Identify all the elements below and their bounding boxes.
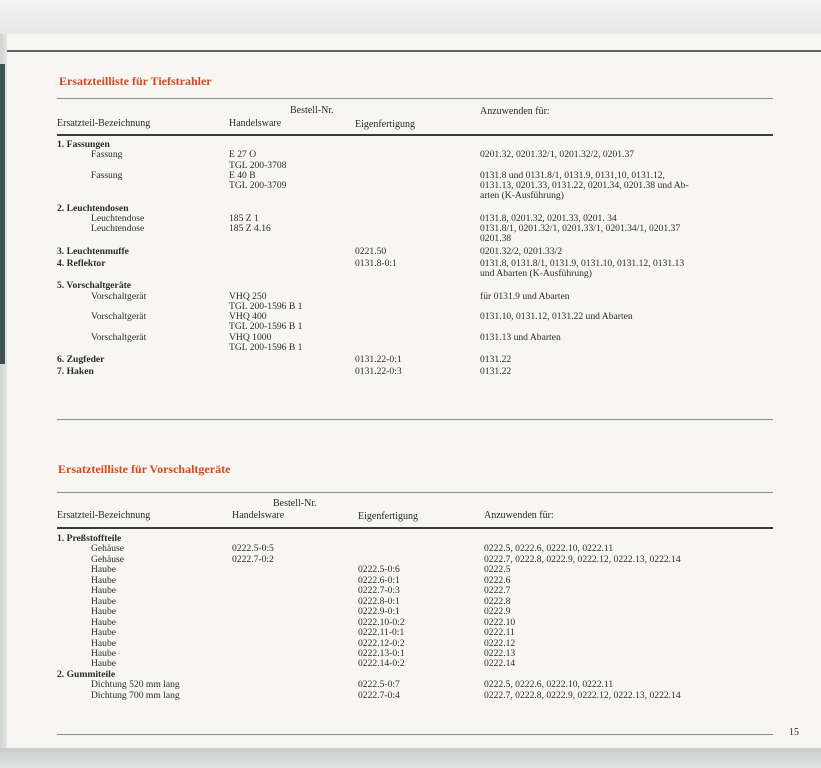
handelsware-value: TGL 200-3708 — [229, 159, 287, 171]
item-label: Haube — [91, 595, 117, 607]
eigenfertigung-value: 0222.10-0:2 — [358, 616, 405, 628]
group-label: 7. Haken — [57, 366, 94, 378]
anwenden-value: für 0131.9 und Abarten — [480, 290, 570, 302]
header-bezeichnung: Ersatzteil-Bezeichnung — [57, 118, 151, 129]
anwenden-value: 0222.7 — [484, 585, 511, 597]
item-label: Fassung — [91, 169, 123, 181]
item-label: Dichtung 520 mm lang — [91, 679, 180, 691]
item-label: Haube — [91, 627, 117, 638]
anwenden-value: 0131.8 und 0131.8/1, 0131.9, 0131,10, 0131.12, — [480, 169, 665, 181]
anwenden-value: 0222.10 — [484, 616, 516, 628]
handelsware-value: TGL 200-1596 B 1 — [229, 300, 303, 312]
anwenden-value: 0201.32/2, 0201.33/2 — [480, 245, 563, 257]
anwenden-value: 0222.5, 0222.6, 0222.10, 0222.11 — [484, 543, 614, 555]
item-label: Dichtung 700 mm lang — [91, 689, 180, 701]
item-label: Haube — [91, 637, 117, 649]
handelsware-value: 185 Z 1 — [229, 212, 259, 224]
eigenfertigung-value: 0222.7-0:4 — [358, 689, 400, 701]
eigenfertigung-value: 0222.11-0:1 — [358, 627, 405, 638]
anwenden-value: 0222.7, 0222.8, 0222.9, 0222.12, 0222.13, 0222.14 — [484, 553, 681, 565]
header-bottom-rule — [57, 134, 773, 136]
handelsware-value: TGL 200-1596 B 1 — [229, 341, 303, 353]
handelsware-value: 0222.5-0:5 — [232, 543, 274, 555]
header-eigenfertigung: Eigenfertigung — [355, 119, 415, 130]
item-label: Haube — [91, 648, 117, 659]
item-label: Haube — [91, 574, 117, 586]
group-label: 6. Zugfeder — [57, 354, 105, 365]
anwenden-value: 0222.11 — [484, 627, 515, 638]
group-label: 2. Gummiteile — [57, 668, 116, 680]
table-top-rule — [57, 492, 773, 493]
header-anwenden: Anzuwenden für: — [484, 510, 554, 521]
eigenfertigung-value: 0222.8-0:1 — [358, 595, 400, 607]
handelsware-value: 185 Z 4.16 — [229, 223, 271, 234]
group-label: 4. Reflektor — [57, 257, 106, 269]
binding-edge — [0, 64, 5, 364]
group-label: 2. Leuchtendosen — [57, 202, 129, 214]
scan-margin-top — [0, 0, 821, 34]
section-title: Ersatzteilliste für Vorschaltgeräte — [58, 462, 231, 476]
item-label: Gehäuse — [91, 543, 125, 555]
anwenden-value: 0131.8, 0131.8/1, 0131.9, 0131.10, 0131.12, 0131.13 — [480, 257, 685, 269]
eigenfertigung-value: 0222.13-0:1 — [358, 648, 405, 659]
anwenden-value: 0222.14 — [484, 658, 516, 670]
item-label: Vorschaltgerät — [91, 331, 147, 343]
item-label: Gehäuse — [91, 553, 125, 565]
anwenden-value: 0201.32, 0201.32/1, 0201.32/2, 0201.37 — [480, 149, 635, 161]
group-label: 1. Preßstoffteile — [57, 533, 122, 544]
eigenfertigung-value: 0222.9-0:1 — [358, 606, 400, 618]
header-handelsware: Handelsware — [229, 118, 282, 129]
item-label: Haube — [91, 616, 117, 628]
anwenden-value: 0201.38 — [480, 233, 512, 245]
eigenfertigung-value: 0222.5-0:7 — [358, 679, 400, 691]
handelsware-value: VHQ 1000 — [229, 331, 272, 343]
item-label: Haube — [91, 606, 117, 618]
item-label: Haube — [91, 658, 117, 670]
anwenden-value: und Abarten (K-Ausführung) — [480, 268, 592, 279]
anwenden-value: 0131.8, 0201.32, 0201.33, 0201. 34 — [480, 212, 617, 224]
header-bezeichnung: Ersatzteil-Bezeichnung — [57, 510, 151, 521]
anwenden-value: 0222.7, 0222.8, 0222.9, 0222.12, 0222.13, 0222.14 — [484, 689, 681, 701]
table-bottom-rule — [57, 419, 773, 420]
handelsware-value: VHQ 400 — [229, 311, 267, 322]
anwenden-value: 0131.13 und Abarten — [480, 331, 561, 343]
eigenfertigung-value: 0222.14-0:2 — [358, 658, 405, 670]
handelsware-value: E 27 O — [229, 149, 257, 161]
handelsware-value: VHQ 250 — [229, 290, 267, 302]
eigenfertigung-value: 0222.12-0:2 — [358, 637, 405, 649]
anwenden-value: 0131.13, 0201.33, 0131.22, 0201.34, 0201.38 und Ab- — [480, 180, 689, 191]
item-label: Fassung — [91, 149, 123, 161]
item-label: Haube — [91, 564, 117, 576]
group-label: 1. Fassungen — [57, 139, 110, 150]
item-label: Leuchtendose — [91, 212, 145, 224]
anwenden-value: 0131.10, 0131.12, 0131.22 und Abarten — [480, 311, 633, 322]
eigenfertigung-value: 0131.22-0:3 — [355, 366, 402, 378]
eigenfertigung-value: 0222.5-0:6 — [358, 564, 400, 576]
group-label: 5. Vorschaltgeräte — [57, 280, 132, 292]
document-page — [7, 34, 821, 748]
header-handelsware: Handelsware — [232, 510, 285, 521]
anwenden-value: 0222.8 — [484, 595, 511, 607]
anwenden-value: 0222.13 — [484, 648, 516, 659]
eigenfertigung-value: 0131.8-0:1 — [355, 257, 397, 269]
header-bestell-nr: Bestell-Nr. — [273, 498, 317, 509]
item-label: Vorschaltgerät — [91, 290, 147, 302]
table-top-rule — [57, 98, 773, 99]
anwenden-value: 0222.6 — [484, 574, 511, 586]
handelsware-value: E 40 B — [229, 169, 256, 181]
handelsware-value: TGL 200-1596 B 1 — [229, 321, 303, 333]
header-anwenden: Anzuwenden für: — [480, 106, 550, 117]
handelsware-value: 0222.7-0:2 — [232, 553, 274, 565]
anwenden-value: 0222.12 — [484, 637, 516, 649]
table-bottom-rule — [57, 734, 773, 735]
anwenden-value: 0222.5 — [484, 564, 511, 576]
item-label: Vorschaltgerät — [91, 311, 147, 322]
anwenden-value: 0222.9 — [484, 606, 511, 618]
item-label: Leuchtendose — [91, 223, 145, 234]
section-title: Ersatzteilliste für Tiefstrahler — [59, 74, 212, 88]
scan-margin-left — [0, 34, 7, 768]
eigenfertigung-value: 0131.22-0:1 — [355, 354, 402, 365]
anwenden-value: 0131.22 — [480, 366, 512, 378]
anwenden-value: 0222.5, 0222.6, 0222.10, 0222.11 — [484, 679, 614, 691]
handelsware-value: TGL 200-3709 — [229, 180, 287, 191]
page-number: 15 — [789, 727, 799, 738]
item-label: Haube — [91, 585, 117, 597]
header-bestell-nr: Bestell-Nr. — [290, 105, 334, 116]
header-bottom-rule — [57, 527, 773, 529]
eigenfertigung-value: 0221.50 — [355, 245, 387, 257]
eigenfertigung-value: 0222.7-0:3 — [358, 585, 400, 597]
eigenfertigung-value: 0222.6-0:1 — [358, 574, 400, 586]
scan-margin-bottom — [0, 748, 821, 768]
anwenden-value: 0131.22 — [480, 354, 512, 365]
group-label: 3. Leuchtenmuffe — [57, 245, 129, 257]
page-top-rule — [7, 50, 821, 52]
anwenden-value: arten (K-Ausführung) — [480, 190, 564, 202]
header-eigenfertigung: Eigenfertigung — [358, 511, 418, 522]
anwenden-value: 0131.8/1, 0201.32/1, 0201.33/1, 0201.34/1, 0201.37 — [480, 223, 681, 234]
